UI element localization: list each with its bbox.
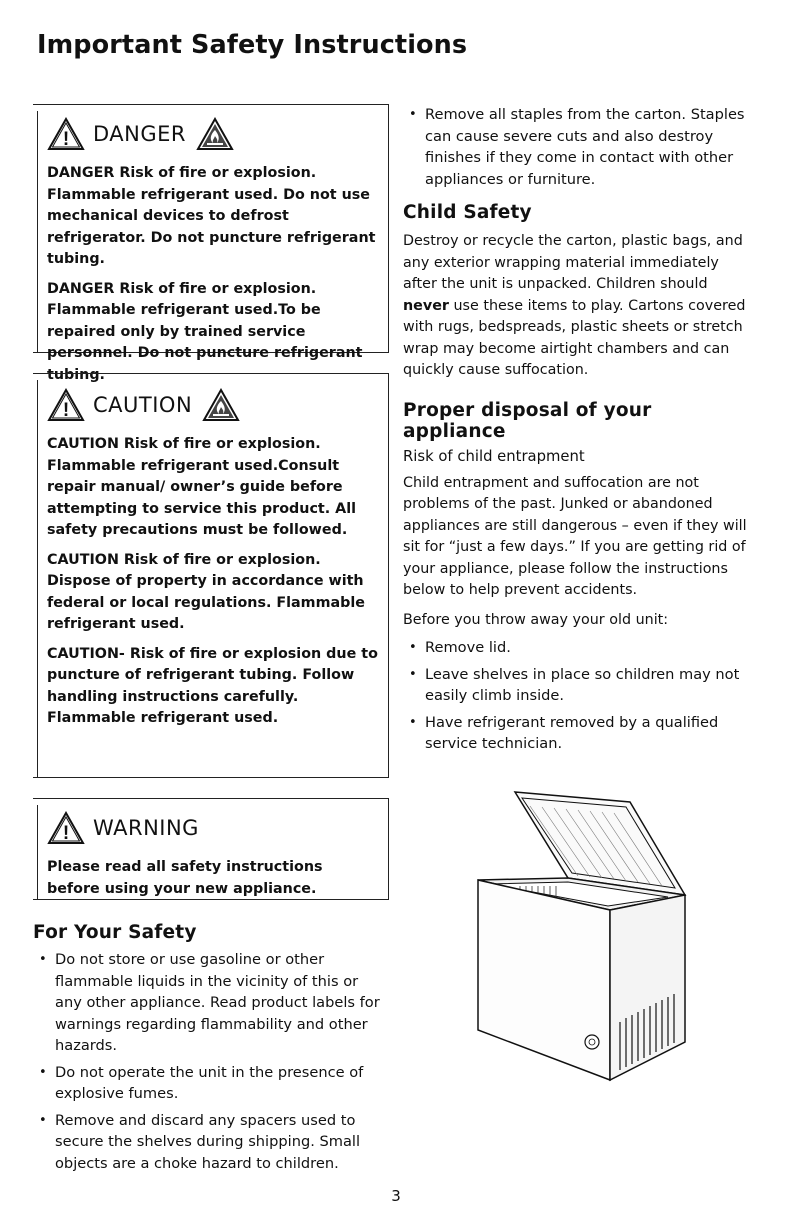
caution-box	[33, 373, 389, 778]
list-item: • Remove all staples from the carton. Staples can cause severe cuts and also destroy finishes if they come in contact with other appliances or furniture.	[409, 104, 757, 190]
chest-freezer-illustration	[460, 780, 700, 1100]
danger-paragraph-2: DANGER Risk of fire or explosion. Flammable refrigerant used.To be repaired only by trained service personnel. Do not puncture refrigerant tubing.	[47, 280, 363, 383]
child-safety-paragraph	[403, 231, 757, 382]
warning-box	[33, 798, 389, 900]
danger-box	[33, 104, 389, 383]
caution-paragraph-3: CAUTION- Risk of fire or explosion due to puncture of refrigerant tubing. Follow handling instructions carefully. Flammable refrigerant used.	[47, 645, 378, 726]
child-safety-text-1: Destroy or recycle the carton, plastic bags, and any exterior wrapping material immediately after the unit is unpacked. Children should	[403, 233, 743, 292]
danger-header	[47, 111, 378, 157]
proper-disposal-subheading: Risk of child entrapment	[403, 447, 585, 465]
caution-paragraph-1: CAUTION Risk of fire or explosion. Flammable refrigerant used.Consult repair manual/ owner’s guide before attempting to service this product. All safety precautions must be followed.	[47, 436, 357, 538]
child-safety-emphasis: never	[403, 297, 449, 314]
danger-heading: DANGER	[93, 122, 187, 146]
proper-disposal-paragraph: Child entrapment and suffocation are not problems of the past. Junked or abandoned appliances are still dangerous – even if they will sit for “just a few days.” If you are getting rid of your appliance, please follow the instructions below to help prevent accidents.	[403, 474, 747, 598]
page-number: 3	[391, 1187, 401, 1205]
proper-disposal-list	[403, 637, 757, 755]
child-safety-text-2: use these items to play. Cartons covered with rugs, bedspreads, plastic sheets or stretch wrap may become airtight chambers and can quickly cause suffocation.	[403, 297, 746, 378]
warning-header	[47, 805, 378, 851]
list-item: • Leave shelves in place so children may not easily climb inside.	[409, 664, 757, 707]
svg-text:!: !	[62, 400, 70, 421]
page-title: Important Safety Instructions	[37, 30, 468, 60]
caution-heading: CAUTION	[93, 393, 193, 417]
list-item: • Remove and discard any spacers used to secure the shelves during shipping. Small objects are a choke hazard to children.	[39, 1110, 389, 1175]
warning-heading: WARNING	[93, 816, 199, 840]
right-column	[403, 104, 757, 760]
caution-paragraph-2: CAUTION Risk of fire or explosion. Dispose of property in accordance with federal or local regulations. Flammable refrigerant used.	[47, 551, 365, 632]
list-item: • Do not store or use gasoline or other flammable liquids in the vicinity of this or any other appliance. Read product labels for warnings regarding flammability and other hazards.	[39, 949, 389, 1057]
svg-text:!: !	[62, 823, 70, 844]
danger-paragraph-1: DANGER Risk of fire or explosion. Flammable refrigerant used. Do not use mechanical devices to defrost refrigerator. Do not puncture refrigerant tubing.	[47, 165, 376, 267]
exclamation-triangle-icon	[47, 117, 85, 151]
flammable-triangle-icon	[196, 117, 234, 151]
proper-disposal-intro: Before you throw away your old unit:	[403, 611, 669, 628]
list-item: • Do not operate the unit in the presence of explosive fumes.	[39, 1062, 389, 1105]
left-column	[33, 104, 389, 1179]
proper-disposal-heading: Proper disposal of your appliance	[403, 399, 652, 442]
caution-header	[47, 382, 378, 428]
exclamation-triangle-icon	[47, 811, 85, 845]
list-item: • Have refrigerant removed by a qualified service technician.	[409, 712, 757, 755]
for-your-safety-list	[33, 949, 389, 1174]
carton-list	[403, 104, 757, 190]
exclamation-triangle-icon	[47, 388, 85, 422]
flammable-triangle-icon	[202, 388, 240, 422]
warning-paragraph: Please read all safety instructions before using your new appliance.	[47, 859, 323, 897]
svg-text:!: !	[62, 129, 70, 150]
child-safety-heading: Child Safety	[403, 202, 532, 223]
list-item: • Remove lid.	[409, 637, 757, 659]
for-your-safety-heading: For Your Safety	[33, 922, 197, 943]
